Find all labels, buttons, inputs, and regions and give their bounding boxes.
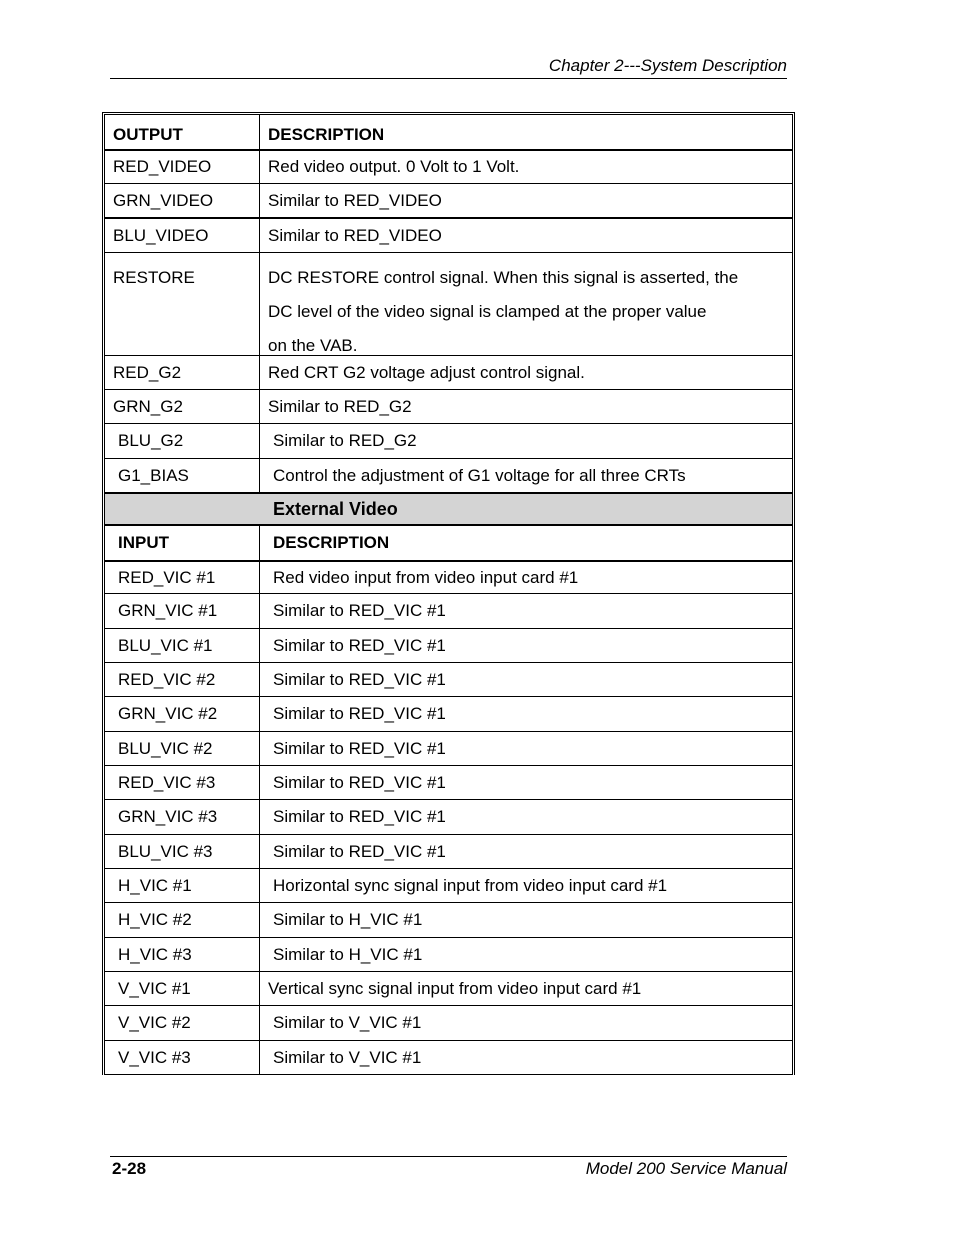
signal-description: Similar to RED_VIC #1: [273, 669, 446, 689]
signal-table: [102, 112, 795, 1075]
signal-name: BLU_VIC #1: [105, 629, 260, 662]
signal-name: GRN_VIDEO: [105, 184, 260, 217]
page-number: 2-28: [112, 1159, 147, 1178]
signal-name: H_VIC #3: [105, 938, 260, 971]
signal-description: Horizontal sync signal input from video input card #1: [273, 875, 668, 895]
table-row: [105, 562, 792, 594]
signal-name: V_VIC #1: [105, 972, 260, 1005]
signal-description: Similar to V_VIC #1: [273, 1047, 422, 1067]
table-row: [105, 766, 792, 800]
signal-description: DC RESTORE control signal. When this signal is asserted, the DC level of the video signal is clamped at the proper value on the VAB.: [268, 268, 739, 355]
signal-description: Similar to H_VIC #1: [273, 944, 423, 964]
description-column-header: DESCRIPTION: [268, 125, 385, 144]
table-row: [105, 663, 792, 697]
table-row: [105, 938, 792, 972]
signal-name: GRN_G2: [105, 390, 260, 423]
signal-name: RED_G2: [105, 356, 260, 389]
table-row: [105, 903, 792, 938]
table-row: [105, 869, 792, 903]
table-row: [105, 253, 792, 356]
signal-name: BLU_VIDEO: [105, 219, 260, 252]
signal-name: V_VIC #2: [105, 1006, 260, 1040]
signal-name: H_VIC #1: [105, 869, 260, 902]
table-row: [105, 424, 792, 459]
table-row: [105, 732, 792, 766]
signal-name: BLU_VIC #3: [105, 835, 260, 868]
signal-name: RED_VIC #2: [105, 663, 260, 696]
signal-description: Similar to RED_VIC #1: [273, 772, 446, 792]
signal-description: Similar to RED_G2: [268, 396, 412, 416]
input-column-header: INPUT: [105, 526, 260, 560]
table-row: [105, 594, 792, 629]
signal-description: Similar to RED_VIC #1: [273, 807, 446, 826]
signal-name: GRN_VIC #3: [105, 800, 260, 834]
table-row: [105, 356, 792, 390]
signal-name: RESTORE: [105, 253, 260, 355]
signal-name: BLU_VIC #2: [105, 732, 260, 765]
signal-description: Similar to RED_VIC #1: [273, 601, 446, 620]
table-row: [105, 835, 792, 869]
manual-title: Model 200 Service Manual: [585, 1159, 787, 1178]
output-column-header: OUTPUT: [105, 115, 260, 149]
table-row: [105, 1006, 792, 1041]
signal-description: Similar to H_VIC #1: [273, 910, 423, 929]
table-row: [105, 390, 792, 424]
signal-description: Similar to RED_VIC #1: [273, 841, 446, 861]
signal-description: Control the adjustment of G1 voltage for all three CRTs: [273, 465, 686, 485]
page-header: [110, 54, 787, 79]
signal-description: Red video input from video input card #1: [273, 567, 579, 587]
table-row: [105, 1041, 792, 1075]
signal-name: GRN_VIC #1: [105, 594, 260, 628]
table-row: [105, 459, 792, 492]
signal-name: RED_VIDEO: [105, 151, 260, 183]
signal-name: BLU_G2: [105, 424, 260, 458]
table-row: [105, 972, 792, 1006]
signal-description: Vertical sync signal input from video input card #1: [268, 978, 642, 998]
page-footer: [110, 1156, 787, 1178]
signal-description: Similar to RED_VIC #1: [273, 635, 446, 655]
signal-description: Similar to RED_VIDEO: [268, 225, 442, 245]
signal-description: Red video output. 0 Volt to 1 Volt.: [268, 157, 520, 176]
description-column-header: DESCRIPTION: [273, 533, 390, 552]
table-row: [105, 184, 792, 219]
signal-name: G1_BIAS: [105, 459, 260, 492]
table-header-row: [105, 115, 792, 151]
signal-name: V_VIC #3: [105, 1041, 260, 1074]
table-row: [105, 151, 792, 184]
signal-name: RED_VIC #3: [105, 766, 260, 799]
signal-description: Similar to RED_VIC #1: [273, 704, 446, 723]
signal-name: RED_VIC #1: [105, 562, 260, 593]
signal-description: Similar to RED_G2: [273, 431, 417, 450]
table-row: [105, 697, 792, 732]
signal-name: H_VIC #2: [105, 903, 260, 937]
table-row: [105, 629, 792, 663]
signal-name: GRN_VIC #2: [105, 697, 260, 731]
table-row: [105, 800, 792, 835]
signal-description: Similar to V_VIC #1: [273, 1013, 422, 1032]
signal-description: Red CRT G2 voltage adjust control signal.: [268, 362, 585, 382]
table-header-row: [105, 526, 792, 562]
signal-description: Similar to RED_VIC #1: [273, 738, 446, 758]
table-row: [105, 219, 792, 253]
section-title: External Video: [105, 492, 792, 526]
chapter-title: Chapter 2---System Description: [548, 56, 787, 75]
signal-description: Similar to RED_VIDEO: [268, 190, 442, 210]
